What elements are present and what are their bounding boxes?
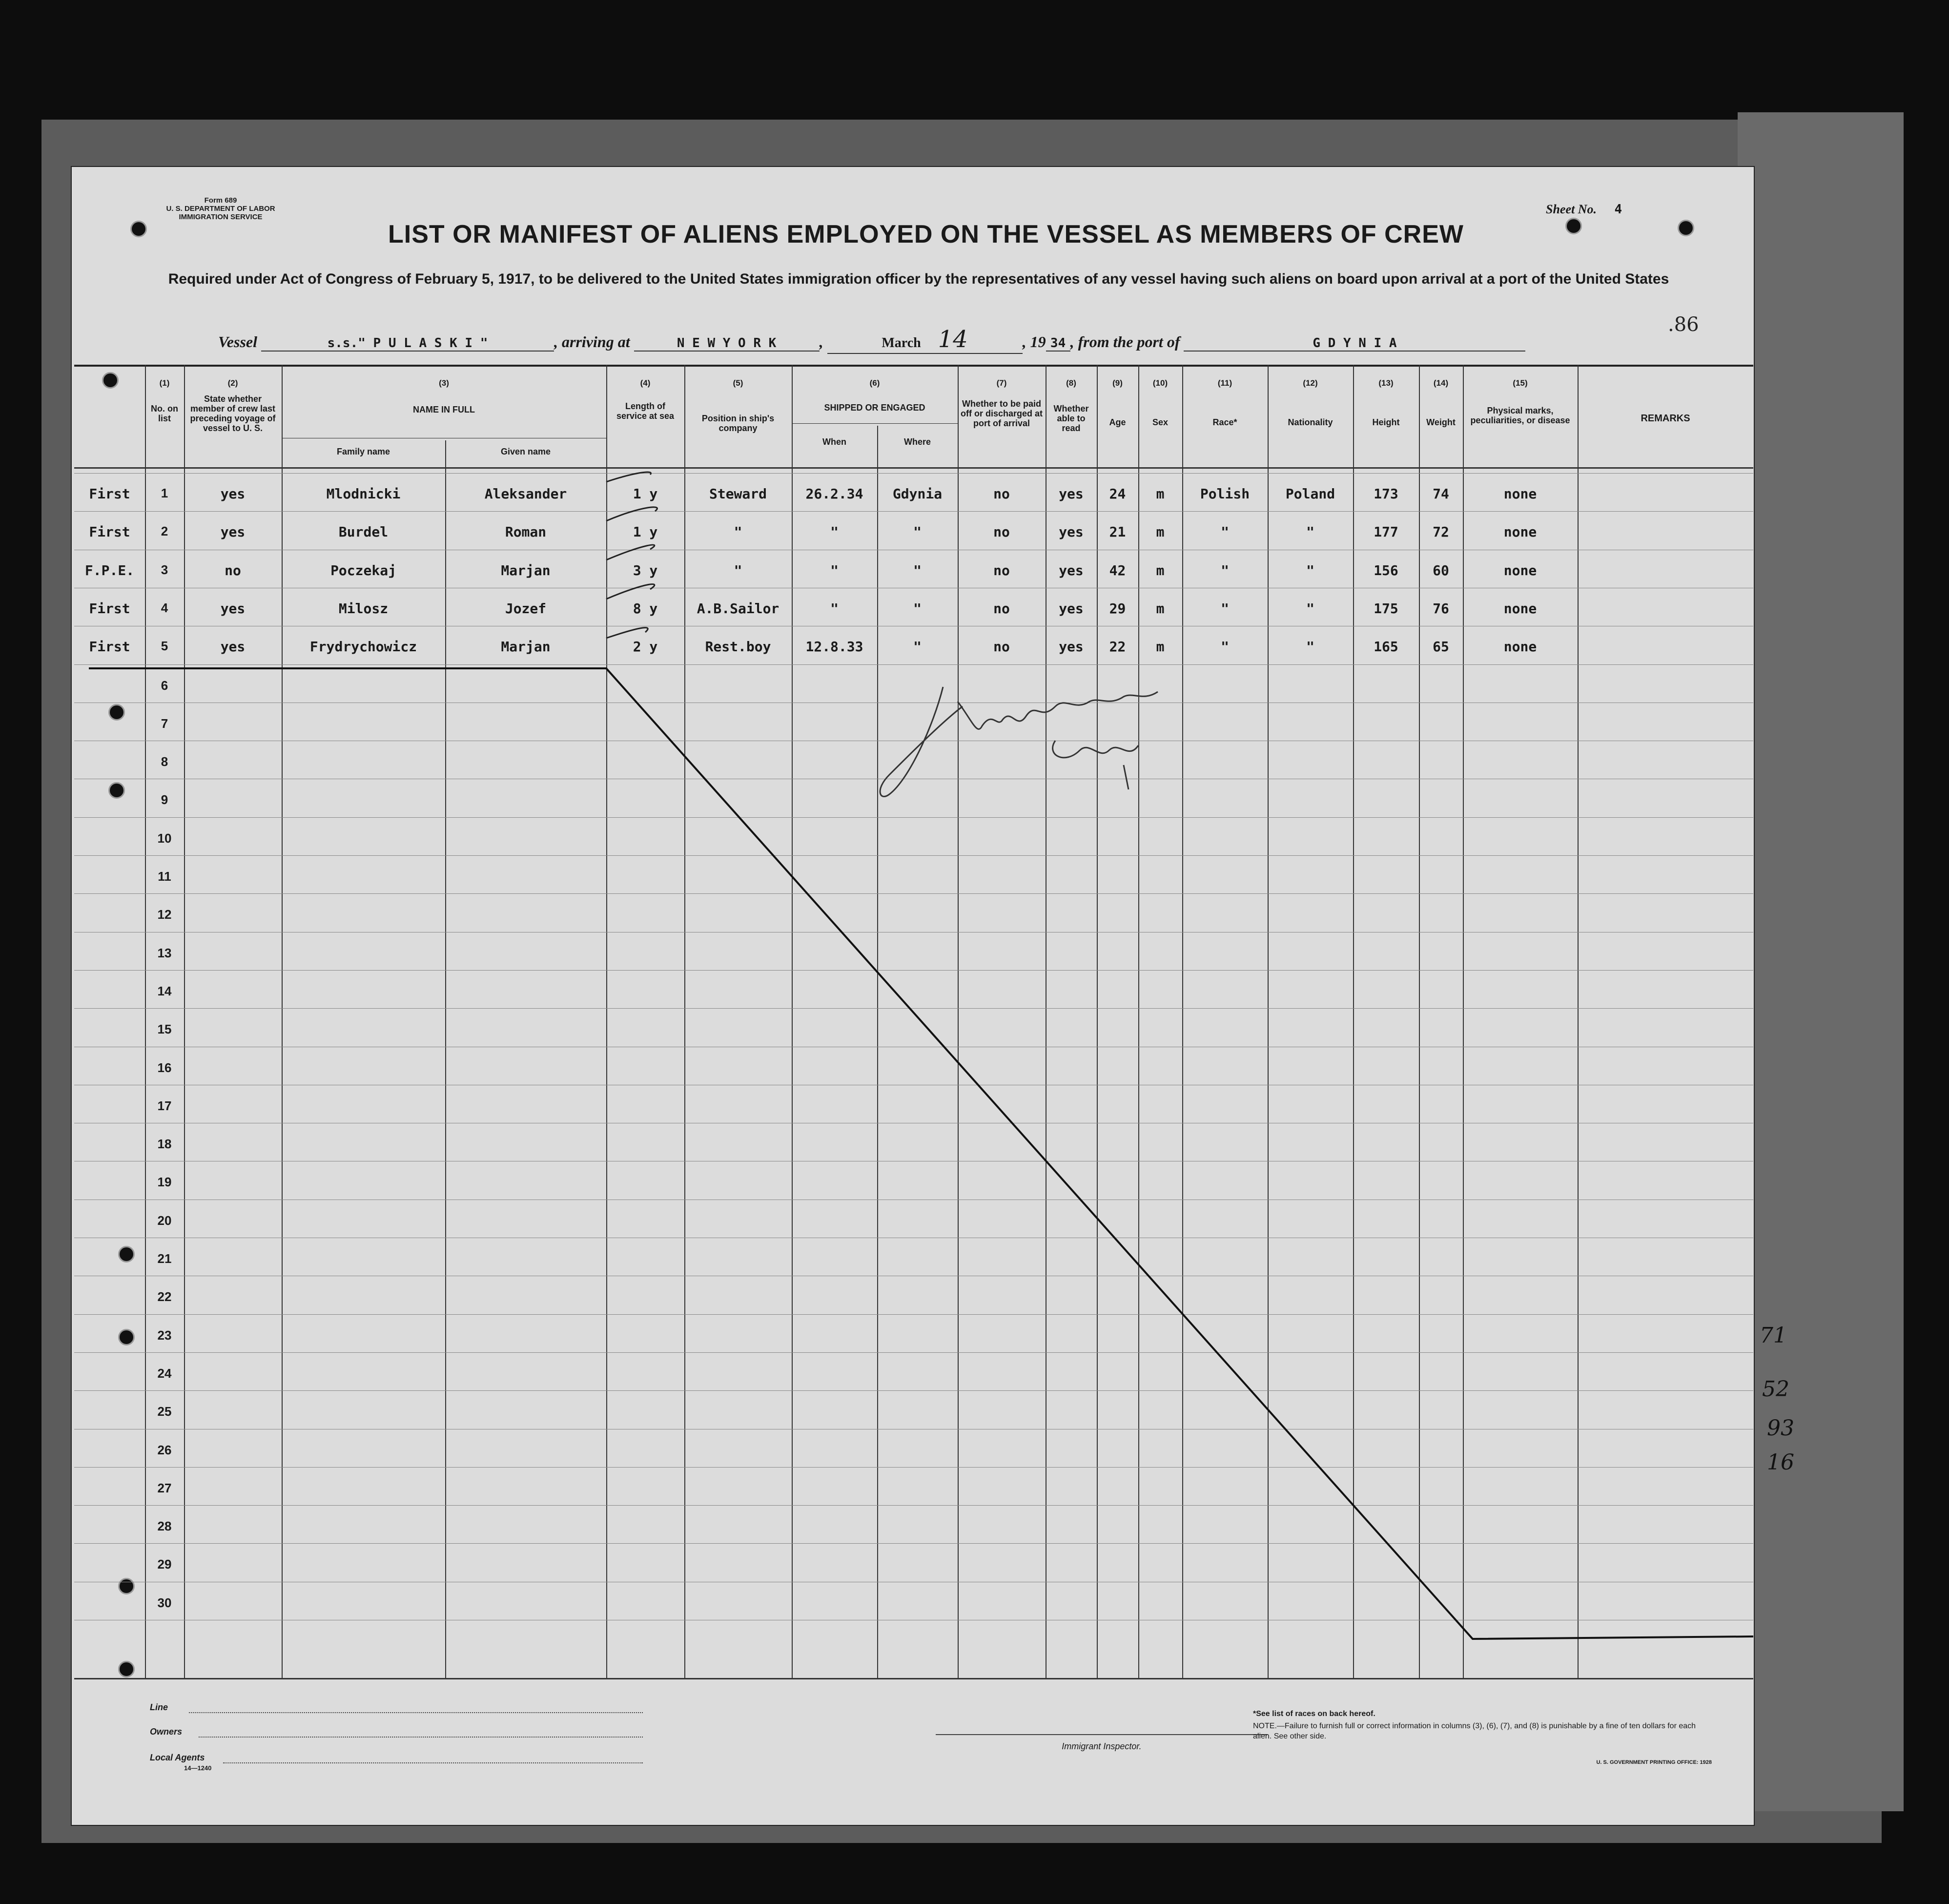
col-head-given-name: Given name: [500, 447, 551, 456]
row-number: 8: [161, 754, 168, 769]
cell-paid: no: [993, 562, 1010, 579]
col-num: (11): [1217, 378, 1232, 388]
cell-height: 177: [1374, 524, 1398, 540]
cell-position: ": [734, 524, 742, 540]
cell-where: Gdynia: [892, 486, 943, 502]
row-number: 25: [157, 1404, 172, 1419]
cell-paid: no: [993, 524, 1010, 540]
margin-number: 93: [1767, 1416, 1794, 1441]
footer-owners-rule: [199, 1737, 643, 1738]
inspector-label: Immigrant Inspector.: [1062, 1741, 1142, 1751]
cell-position: ": [734, 562, 742, 579]
row-number: 24: [157, 1366, 172, 1381]
col-num: (3): [439, 378, 449, 388]
margin-number: 71: [1760, 1323, 1787, 1348]
page-subtitle: Required under Act of Congress of February 5, 1917, to be delivered to the United States immigration officer by the representatives of any vessel having such aliens on board upon arrival at a port of the United States: [168, 271, 1669, 287]
department: U. S. DEPARTMENT OF LABOR: [166, 205, 275, 213]
row-number: 15: [157, 1022, 172, 1037]
cell-given: Marjan: [501, 562, 551, 579]
cell-paid: no: [993, 639, 1010, 655]
cell-age: 29: [1109, 600, 1126, 617]
cell-service: 1 y: [633, 524, 658, 540]
binding-hole: [130, 221, 147, 237]
cell-height: 165: [1374, 639, 1398, 655]
row-number: 22: [157, 1289, 172, 1304]
cell-no: 4: [161, 600, 168, 615]
margin-number: 16: [1767, 1450, 1794, 1475]
table-bottom-rule: [74, 1678, 1753, 1679]
col-head-age: Age: [1109, 417, 1126, 427]
vessel-name: s.s." P U L A S K I ": [261, 336, 554, 352]
col-num: (15): [1513, 378, 1528, 388]
col-num: (2): [227, 378, 238, 388]
arrival-day: 14: [938, 326, 968, 353]
footer-agents-code: 14—1240: [184, 1764, 212, 1772]
cell-marks: none: [1503, 524, 1537, 540]
cell-race: ": [1221, 524, 1229, 540]
margin-number: 52: [1762, 1377, 1789, 1402]
col-head-when: When: [822, 437, 846, 447]
col-num: (10): [1152, 378, 1168, 388]
row-number: 13: [157, 945, 172, 960]
row-number: 7: [161, 716, 168, 731]
cell-sex: m: [1156, 524, 1165, 540]
inspector-rule: [936, 1734, 1268, 1735]
arrival-port: N E W Y O R K: [634, 336, 820, 352]
cell-nat: ": [1306, 639, 1314, 655]
cell-where: ": [913, 562, 922, 579]
footer-owners-label: Owners: [150, 1727, 183, 1737]
cell-no: 5: [161, 639, 168, 654]
cell-class: First: [89, 524, 130, 540]
footer-agents-rule: [223, 1762, 643, 1763]
cell-given: Marjan: [501, 639, 551, 655]
row-number: 12: [157, 907, 172, 922]
row-number: 26: [157, 1442, 172, 1457]
col-head-paid-off: Whether to be paid off or discharged at port of arrival: [960, 399, 1043, 428]
row-number: 29: [157, 1557, 172, 1572]
cell-nat: ": [1306, 600, 1314, 617]
cell-nat: ": [1306, 524, 1314, 540]
binding-hole: [1678, 220, 1694, 236]
footer-line-label: Line: [150, 1702, 168, 1712]
col-num: (8): [1066, 378, 1076, 388]
year-prefix: , 19: [1022, 333, 1046, 351]
cell-height: 156: [1374, 562, 1398, 579]
cell-marks: none: [1503, 600, 1537, 617]
races-note: *See list of races on back hereof.: [1253, 1710, 1375, 1718]
col-head-nationality: Nationality: [1288, 417, 1333, 427]
cell-read: yes: [1059, 600, 1084, 617]
cell-when: ": [830, 562, 839, 579]
row-number: 10: [157, 830, 172, 846]
cell-no: 3: [161, 562, 168, 577]
cell-read: yes: [1059, 562, 1084, 579]
cell-prev: no: [225, 562, 241, 579]
cell-age: 42: [1109, 562, 1126, 579]
cell-marks: none: [1503, 562, 1537, 579]
cell-position: A.B.Sailor: [697, 600, 780, 617]
cell-where: ": [913, 524, 922, 540]
footer-agents-label: Local Agents: [150, 1753, 205, 1762]
cell-given: Roman: [505, 524, 547, 540]
row-number: 20: [157, 1213, 172, 1228]
cell-prev: yes: [220, 524, 246, 540]
sheet-value: 4: [1614, 202, 1622, 217]
cell-age: 21: [1109, 524, 1126, 540]
sheet-number: [1546, 202, 1622, 217]
arrival-year: 34: [1046, 336, 1070, 352]
sheet-label: Sheet No.: [1546, 202, 1597, 216]
col-head-race: Race*: [1212, 417, 1237, 427]
arrival-date: [827, 326, 1023, 354]
cell-race: ": [1221, 600, 1229, 617]
cell-nat: ": [1306, 562, 1314, 579]
cell-weight: 74: [1433, 486, 1449, 502]
cell-sex: m: [1156, 639, 1165, 655]
cell-prev: yes: [220, 639, 246, 655]
col-num: (5): [733, 378, 743, 388]
cell-when: 26.2.34: [805, 486, 863, 502]
cell-read: yes: [1059, 524, 1084, 540]
form-id: [140, 196, 301, 221]
service: IMMIGRATION SERVICE: [179, 213, 263, 221]
page-title: LIST OR MANIFEST OF ALIENS EMPLOYED ON THE VESSEL AS MEMBERS OF CREW: [388, 220, 1464, 248]
row-number: 27: [157, 1480, 172, 1495]
row-number: 23: [157, 1327, 172, 1343]
back-sheet-edge: [1738, 112, 1904, 1811]
col-head-position: Position in ship's company: [701, 414, 775, 433]
row-number: 9: [161, 792, 168, 807]
cell-no: 2: [161, 524, 168, 539]
cell-position: Rest.boy: [705, 639, 771, 655]
col-num: (12): [1303, 378, 1318, 388]
arrival-month: March: [882, 335, 921, 351]
cell-weight: 65: [1433, 639, 1449, 655]
cell-nat: Poland: [1285, 486, 1335, 502]
cell-service: 8 y: [633, 600, 658, 617]
row-number: 21: [157, 1251, 172, 1266]
cell-weight: 60: [1433, 562, 1449, 579]
inspector-signature: [836, 667, 1177, 814]
penalty-note: NOTE.—Failure to furnish full or correct information in columns (3), (6), (7), and (8) is punishable by a fine of ten dollars for each alien. See other side.: [1253, 1722, 1696, 1740]
vessel-label: Vessel: [218, 333, 257, 351]
cell-height: 173: [1374, 486, 1398, 502]
cell-class: First: [89, 486, 130, 502]
row-number: 14: [157, 983, 172, 998]
cell-paid: no: [993, 486, 1010, 502]
col-head-shipped: SHIPPED OR ENGAGED: [824, 403, 925, 413]
cell-paid: no: [993, 600, 1010, 617]
departure-port: G D Y N I A: [1184, 336, 1525, 352]
cell-when: 12.8.33: [805, 639, 863, 655]
col-head-sex: Sex: [1152, 417, 1169, 427]
col-head-weight: Weight: [1426, 417, 1456, 427]
cell-age: 24: [1109, 486, 1126, 502]
cell-service: 1 y: [633, 486, 658, 502]
cancellation-line: [74, 365, 1753, 1678]
col-head-service: Length of service at sea: [616, 401, 675, 421]
cell-read: yes: [1059, 486, 1084, 502]
row-number: 11: [158, 869, 171, 884]
cell-race: ": [1221, 639, 1229, 655]
cell-position: Steward: [709, 486, 767, 502]
cell-race: ": [1221, 562, 1229, 579]
col-num: (6): [869, 378, 880, 388]
cell-service: 2 y: [633, 639, 658, 655]
vessel-line: Vessel s.s." P U L A S K I " , arriving at N E W Y O R K , March 14 , 19 34 , from the port of G D Y N I A: [218, 326, 1525, 354]
arriving-label: , arriving at: [554, 333, 630, 351]
cell-service: 3 y: [633, 562, 658, 579]
cell-where: ": [913, 639, 922, 655]
col-head-family-name: Family name: [336, 447, 390, 456]
col-head-height: Height: [1372, 417, 1400, 427]
cell-marks: none: [1503, 486, 1537, 502]
cell-sex: m: [1156, 486, 1165, 502]
cell-prev: yes: [220, 600, 246, 617]
printer-imprint: U. S. GOVERNMENT PRINTING OFFICE: 1928: [1596, 1759, 1712, 1765]
cell-no: 1: [161, 486, 168, 500]
col-head-name: NAME IN FULL: [413, 405, 475, 414]
cell-age: 22: [1109, 639, 1126, 655]
cell-family: Milosz: [338, 600, 389, 617]
form-number: Form 689: [204, 196, 237, 205]
col-num: (14): [1433, 378, 1449, 388]
row-number: 28: [157, 1519, 172, 1534]
cell-family: Mlodnicki: [326, 486, 401, 502]
cell-when: ": [830, 524, 839, 540]
cell-race: Polish: [1200, 486, 1250, 502]
cell-given: Jozef: [505, 600, 547, 617]
cell-height: 175: [1374, 600, 1398, 617]
cell-family: Burdel: [338, 524, 389, 540]
cell-sex: m: [1156, 562, 1165, 579]
crew-table: [74, 365, 1753, 1678]
cell-where: ": [913, 600, 922, 617]
row-number: 17: [157, 1098, 172, 1113]
cell-class: First: [89, 639, 130, 655]
cell-weight: 72: [1433, 524, 1449, 540]
cell-read: yes: [1059, 639, 1084, 655]
page-mark: .86: [1668, 313, 1699, 336]
manifest-page: [71, 166, 1755, 1826]
col-head-read: Whether able to read: [1053, 404, 1089, 433]
cell-marks: none: [1503, 639, 1537, 655]
footer-line-rule: [189, 1712, 643, 1713]
col-head-physical-marks: Physical marks, peculiarities, or disease: [1470, 406, 1570, 425]
col-head-where: Where: [903, 437, 931, 447]
col-head-remarks: REMARKS: [1641, 413, 1690, 424]
cell-weight: 76: [1433, 600, 1449, 617]
col-num: (4): [640, 378, 651, 388]
row-number: 18: [157, 1137, 172, 1152]
col-head-previous-voyage: State whether member of crew last preceding voyage of vessel to U. S.: [190, 394, 276, 433]
col-num: (1): [159, 378, 170, 388]
cell-family: Poczekaj: [330, 562, 396, 579]
cell-when: ": [830, 600, 839, 617]
cell-family: Frydrychowicz: [309, 639, 417, 655]
row-number: 19: [157, 1175, 172, 1190]
col-head-no: No. on list: [151, 404, 178, 423]
col-num: (7): [996, 378, 1007, 388]
row-number: 30: [157, 1595, 172, 1610]
cell-sex: m: [1156, 600, 1165, 617]
from-label: , from the port of: [1070, 333, 1180, 351]
row-number: 6: [161, 678, 168, 693]
row-number: 16: [157, 1060, 172, 1075]
col-num: (13): [1378, 378, 1394, 388]
cell-given: Aleksander: [484, 486, 567, 502]
cell-class: F.P.E.: [84, 562, 135, 579]
cell-class: First: [89, 600, 130, 617]
col-num: (9): [1112, 378, 1123, 388]
cell-prev: yes: [220, 486, 246, 502]
